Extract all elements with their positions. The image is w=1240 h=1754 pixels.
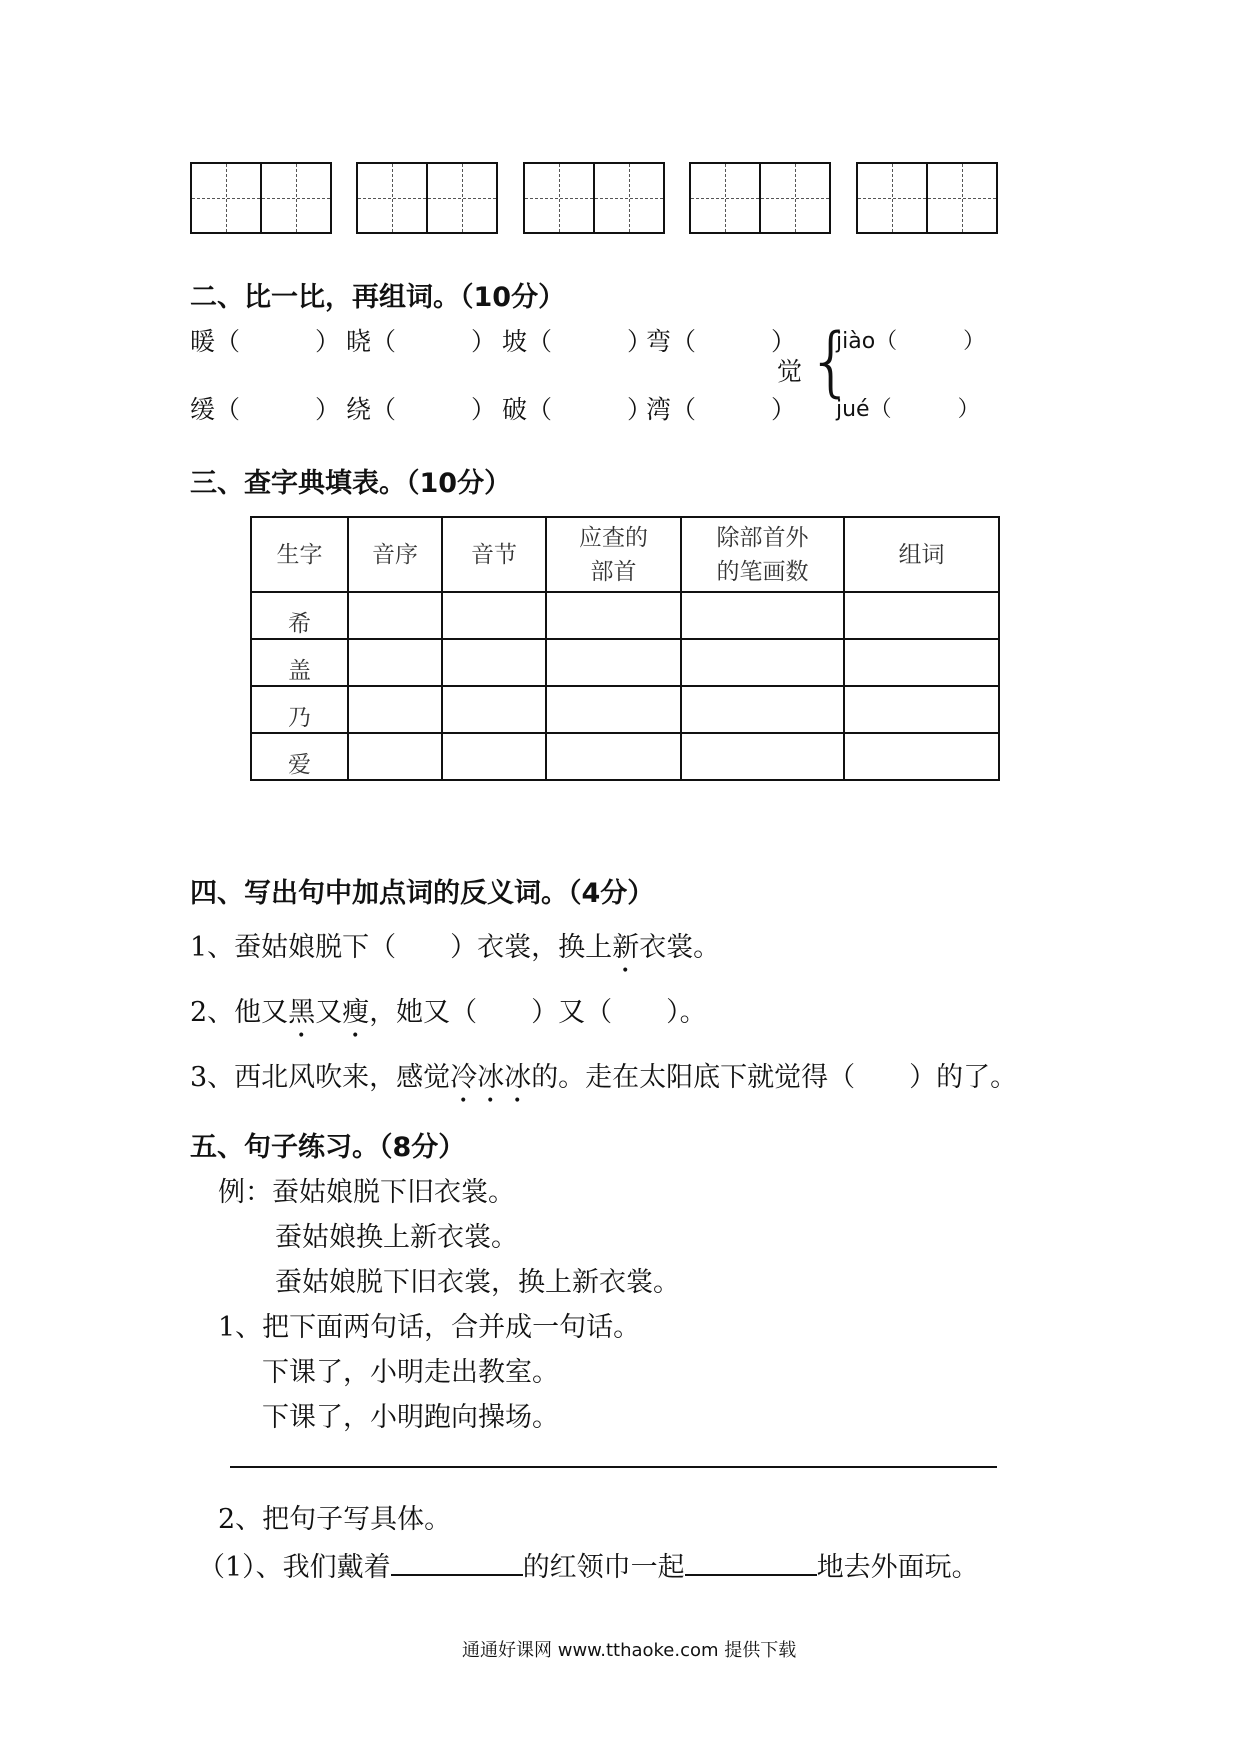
q3-text-end: 的。走在太阳底下就觉得（ ）的了。 <box>531 1062 1018 1093</box>
grid-cell[interactable] <box>593 162 665 234</box>
answer-cell[interactable] <box>442 686 546 733</box>
table-row <box>251 733 999 780</box>
char-cell: 希 <box>251 592 348 639</box>
compare-item[interactable]: 湾（ ） <box>646 395 797 424</box>
grid-pair-1 <box>190 162 330 235</box>
footer-credit: 通通好课网 www.tthaoke.com 提供下载 <box>462 1640 797 1661</box>
char-cell: 盖 <box>251 639 348 686</box>
q2-text-mid: 的红领巾一起 <box>522 1552 685 1583</box>
grid-cell[interactable] <box>190 162 262 234</box>
pinyin-jue[interactable]: jué（ ） <box>836 397 980 422</box>
compare-item[interactable]: 坡（ ） <box>502 327 653 356</box>
table-row <box>251 639 999 686</box>
grid-cell[interactable] <box>356 162 428 234</box>
answer-cell[interactable] <box>844 592 999 639</box>
answer-cell[interactable] <box>442 639 546 686</box>
dotted-word: 冷冰冰 <box>450 1062 532 1093</box>
header-cell: 除部首外 的笔画数 <box>681 517 844 592</box>
answer-cell[interactable] <box>546 686 681 733</box>
answer-cell[interactable] <box>681 733 844 780</box>
fill-blank[interactable] <box>391 1548 523 1576</box>
answer-cell[interactable] <box>442 733 546 780</box>
grid-cell[interactable] <box>689 162 761 234</box>
antonym-q3[interactable] <box>190 1055 1017 1109</box>
q1-text-end: 衣裳。 <box>639 932 721 963</box>
antonym-q1[interactable] <box>190 925 720 979</box>
q1-sentence: 下课了，小明走出教室。 <box>262 1357 559 1388</box>
dictionary-table <box>250 516 1000 781</box>
answer-cell[interactable] <box>844 733 999 780</box>
compare-item[interactable]: 缓（ ） <box>190 395 341 424</box>
answer-cell[interactable] <box>546 639 681 686</box>
section5-title: 五、句子练习。（8分） <box>190 1132 466 1163</box>
answer-cell[interactable] <box>546 733 681 780</box>
section2-title: 二、比一比，再组词。（10分） <box>190 282 566 313</box>
grid-cell[interactable] <box>926 162 998 234</box>
grid-cell[interactable] <box>856 162 928 234</box>
char-cell: 爱 <box>251 733 348 780</box>
answer-cell[interactable] <box>546 592 681 639</box>
q2-instruction: 2、把句子写具体。 <box>218 1504 452 1535</box>
answer-cell[interactable] <box>681 592 844 639</box>
q3-text: 3、西北风吹来，感觉 <box>190 1062 451 1093</box>
grid-cell[interactable] <box>260 162 332 234</box>
table-row <box>251 686 999 733</box>
answer-line[interactable] <box>230 1466 997 1468</box>
answer-cell[interactable] <box>348 686 442 733</box>
q2-text-end: 地去外面玩。 <box>816 1552 979 1583</box>
q2-sentence[interactable] <box>198 1545 979 1584</box>
section3-title: 三、查字典填表。（10分） <box>190 468 512 499</box>
brace-icon: { <box>807 316 856 405</box>
fill-blank[interactable] <box>685 1548 817 1576</box>
answer-cell[interactable] <box>844 686 999 733</box>
antonym-q2[interactable] <box>190 990 707 1044</box>
grid-pair-3 <box>523 162 663 235</box>
grid-cell[interactable] <box>523 162 595 234</box>
q1-instruction: 1、把下面两句话，合并成一句话。 <box>218 1312 641 1343</box>
q1-sentence: 下课了，小明跑向操场。 <box>262 1402 559 1433</box>
pinyin-jiao[interactable]: jiào（ ） <box>836 329 986 354</box>
example-line: 蚕姑娘换上新衣裳。 <box>275 1222 518 1253</box>
compare-item[interactable]: 破（ ） <box>502 395 653 424</box>
example-line: 例：蚕姑娘脱下旧衣裳。 <box>218 1177 515 1208</box>
q2-text-end: ，她又（ ）又（ ）。 <box>369 997 707 1028</box>
answer-cell[interactable] <box>681 639 844 686</box>
header-cell: 组词 <box>844 517 999 592</box>
grid-pair-2 <box>356 162 496 235</box>
grid-cell[interactable] <box>759 162 831 234</box>
q2-text: 2、他又 <box>190 997 289 1028</box>
compare-item[interactable]: 晓（ ） <box>346 327 497 356</box>
answer-cell[interactable] <box>442 592 546 639</box>
answer-cell[interactable] <box>681 686 844 733</box>
compare-item[interactable]: 弯（ ） <box>646 327 797 356</box>
header-cell: 音节 <box>442 517 546 592</box>
grid-pair-5 <box>856 162 996 235</box>
char-cell: 乃 <box>251 686 348 733</box>
q1-text: 1、蚕姑娘脱下（ ）衣裳，换上 <box>190 932 613 963</box>
answer-cell[interactable] <box>348 733 442 780</box>
q2-text: （1）、我们戴着 <box>198 1552 391 1583</box>
compare-item[interactable]: 绕（ ） <box>346 395 497 424</box>
example-line: 蚕姑娘脱下旧衣裳，换上新衣裳。 <box>275 1267 680 1298</box>
dotted-word: 黑 <box>288 997 316 1028</box>
header-cell: 应查的 部首 <box>546 517 681 592</box>
compare-item[interactable]: 暖（ ） <box>190 327 341 356</box>
grid-pair-4 <box>689 162 829 235</box>
answer-cell[interactable] <box>348 592 442 639</box>
section4-title: 四、写出句中加点词的反义词。（4分） <box>190 878 655 909</box>
dotted-word: 新 <box>612 932 640 963</box>
answer-cell[interactable] <box>348 639 442 686</box>
header-cell: 音序 <box>348 517 442 592</box>
table-row <box>251 592 999 639</box>
table-header-row <box>251 517 999 592</box>
grid-cell[interactable] <box>426 162 498 234</box>
answer-cell[interactable] <box>844 639 999 686</box>
q2-text-mid: 又 <box>315 997 343 1028</box>
dotted-word: 瘦 <box>342 997 370 1028</box>
header-cell: 生字 <box>251 517 348 592</box>
polyphone-char: 觉 <box>777 357 803 386</box>
